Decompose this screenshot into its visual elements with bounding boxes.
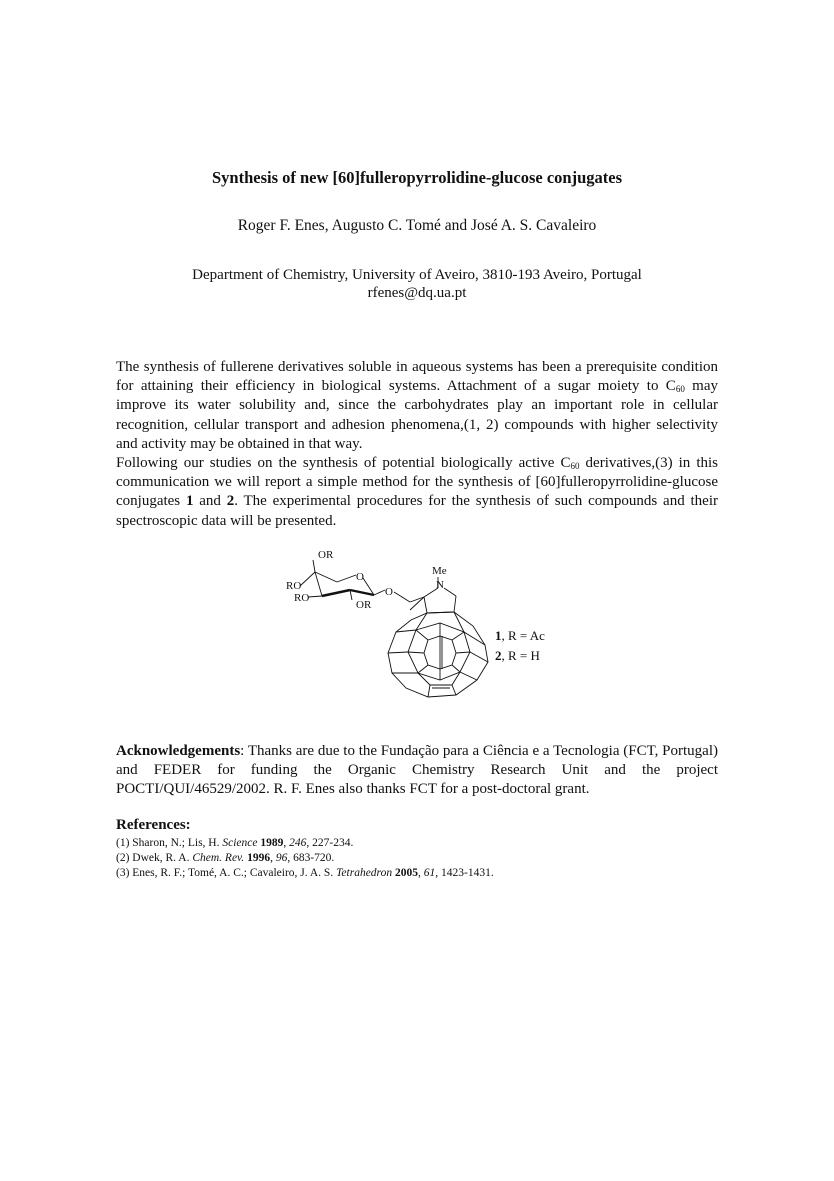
email: rfenes@dq.ua.pt: [367, 285, 467, 301]
label-ro-1: RO: [286, 580, 302, 592]
ref-journal: Science: [222, 837, 258, 849]
ref-authors: (1) Sharon, N.; Lis, H.: [116, 837, 223, 849]
ref-volume: 61: [423, 867, 436, 879]
ref-pages: , 227-234.: [306, 837, 354, 849]
compound-2: [495, 646, 545, 666]
compound-1: [495, 626, 545, 646]
compound-desc: , R = H: [501, 648, 540, 663]
abstract-paragraph-1: [116, 358, 718, 454]
ref-journal: Chem. Rev.: [192, 852, 245, 864]
chemical-structure: [270, 540, 570, 700]
pyrrolidine-ring: [410, 577, 456, 613]
ref-year: 1996: [247, 852, 271, 864]
acknowledgements-heading: Acknowledgements: [116, 743, 241, 759]
text-run: derivatives,(3) in this communication we will report a simple method for the synthesis of [60]fulleropyrrolidine-glucose conjugates: [116, 455, 719, 510]
label-ring-o: O: [356, 571, 364, 583]
abstract-paragraph-2: [116, 454, 718, 531]
reference-item: (3) Enes, R. F.; Tomé, A. C.; Cavaleiro, J. A. S. Tetrahedron 2005, 61, 1423-1431.: [116, 867, 494, 879]
ref-year: 2005: [394, 867, 418, 879]
compound-ref: 1: [185, 493, 194, 510]
label-me: Me: [432, 565, 447, 577]
abstract-body: [116, 358, 718, 531]
author-list: Roger F. Enes, Augusto C. Tomé and José A. S. Cavaleiro: [237, 217, 597, 234]
structure-drawing: [270, 540, 570, 700]
reference-item: (2) Dwek, R. A. Chem. Rev. 1996, 96, 683-720.: [116, 852, 335, 864]
ref-pages: , 1423-1431.: [435, 867, 494, 879]
acknowledgements-paragraph: [116, 742, 718, 800]
text-run: Following our studies on the synthesis of potential biologically active C: [116, 455, 571, 472]
paper-title: Synthesis of new [60]fulleropyrrolidine-glucose conjugates: [211, 168, 623, 187]
ref-journal: Tetrahedron: [336, 867, 393, 879]
references-heading: References:: [116, 817, 191, 833]
label-link-o: O: [385, 586, 393, 598]
subscript: 60: [570, 461, 580, 472]
label-ro-2: RO: [294, 592, 310, 604]
text-run: The synthesis of fullerene derivatives soluble in aqueous systems has been a prerequisite condition for attaining their efficiency in biological systems. Attachment of a sugar moiety to C: [116, 359, 718, 395]
label-or-bottom: OR: [356, 599, 372, 611]
fullerene-cage: [388, 612, 488, 697]
affiliation-block: [0, 266, 834, 302]
references-list: [116, 836, 494, 881]
text-run: may improve its water solubility and, since the carbohydrates play an important role in cellular recognition, cellular transport and adhesion phenomena,(1, 2) compounds with higher selectivity and activity may be obtained in that way.: [116, 378, 718, 452]
affiliation: Department of Chemistry, University of Aveiro, 3810-193 Aveiro, Portugal: [192, 267, 642, 283]
label-or-top: OR: [318, 549, 334, 561]
label-n: N: [436, 579, 444, 591]
acknowledgements-text: : Thanks are due to the Fundação para a Ciência e a Tecnologia (FCT, Portugal) and FEDER for funding the Organic Chemistry Research Unit and the project POCTI/QUI/46529/2002. R. F. Enes also thanks FCT for a post-doctoral grant.: [116, 743, 718, 798]
compound-ref: 2: [226, 493, 235, 510]
acknowledgements: [116, 742, 718, 800]
text-run: . The experimental procedures for the synthesis of such compounds and their spectroscopic data will be presented.: [116, 493, 718, 529]
compound-desc: , R = Ac: [501, 628, 545, 643]
ref-pages: , 683-720.: [287, 852, 335, 864]
ref-volume: 96: [275, 852, 288, 864]
compound-legend: [495, 626, 545, 666]
ref-authors: (3) Enes, R. F.; Tomé, A. C.; Cavaleiro, J. A. S.: [116, 867, 337, 879]
compound-number: 2: [495, 648, 502, 663]
subscript: 60: [675, 384, 685, 395]
compound-number: 1: [495, 628, 502, 643]
ref-authors: (2) Dwek, R. A.: [116, 852, 193, 864]
ref-volume: 246: [289, 837, 307, 849]
ref-year: 1989: [260, 837, 284, 849]
text-run: and: [193, 493, 227, 510]
reference-item: (1) Sharon, N.; Lis, H. Science 1989, 246, 227-234.: [116, 837, 354, 849]
